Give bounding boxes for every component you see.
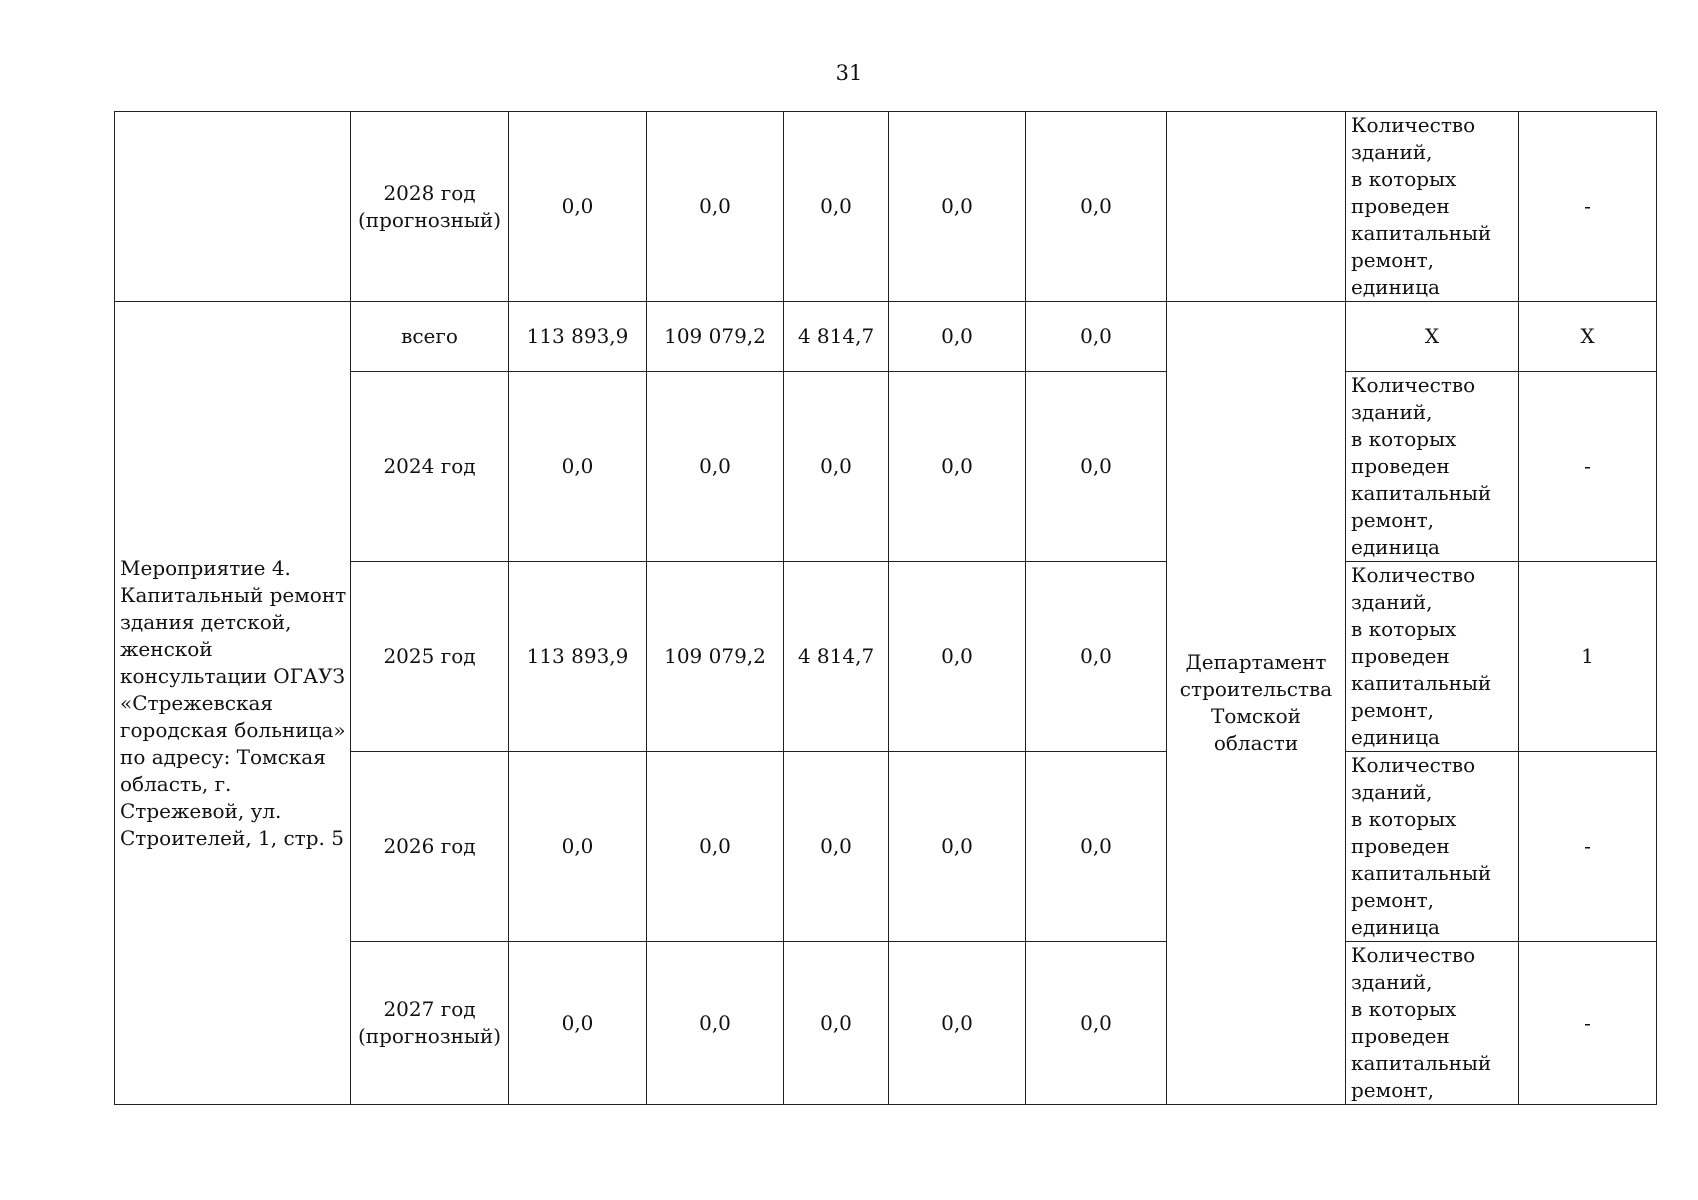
period-cell: 2028 год (прогнозный) xyxy=(351,112,509,302)
value-cell: 0,0 xyxy=(784,752,889,942)
period-cell: 2027 год (прогнозный) xyxy=(351,942,509,1105)
value-cell: 113 893,9 xyxy=(509,562,647,752)
value-cell: 109 079,2 xyxy=(647,562,784,752)
value-cell: 0,0 xyxy=(1026,302,1167,372)
period-cell: 2025 год xyxy=(351,562,509,752)
page-number: 31 xyxy=(835,61,863,85)
department-cell-empty xyxy=(1167,112,1346,302)
period-cell: 2026 год xyxy=(351,752,509,942)
value-cell: 0,0 xyxy=(889,112,1026,302)
value-cell: 4 814,7 xyxy=(784,302,889,372)
value-cell: 0,0 xyxy=(647,942,784,1105)
value-cell: 0,0 xyxy=(1026,942,1167,1105)
value-cell: 0,0 xyxy=(509,752,647,942)
result-cell: - xyxy=(1519,942,1657,1105)
result-cell: - xyxy=(1519,372,1657,562)
value-cell: 0,0 xyxy=(647,752,784,942)
indicator-cell: Количество зданий, в которых проведен капитальный ремонт, единица xyxy=(1346,112,1519,302)
value-cell: 0,0 xyxy=(509,942,647,1105)
result-cell: - xyxy=(1519,752,1657,942)
value-cell: 0,0 xyxy=(889,752,1026,942)
result-cell: 1 xyxy=(1519,562,1657,752)
indicator-cell: Количество зданий, в которых проведен капитальный ремонт, единица xyxy=(1346,562,1519,752)
value-cell: 0,0 xyxy=(784,942,889,1105)
department-cell: Департамент строительства Томской области xyxy=(1167,302,1346,1105)
value-cell: 0,0 xyxy=(889,302,1026,372)
value-cell: 0,0 xyxy=(784,112,889,302)
budget-table xyxy=(114,111,1657,1105)
value-cell: 0,0 xyxy=(889,372,1026,562)
value-cell: 0,0 xyxy=(1026,562,1167,752)
value-cell: 0,0 xyxy=(509,112,647,302)
indicator-cell: Количество зданий, в которых проведен капитальный ремонт, единица xyxy=(1346,372,1519,562)
indicator-cell: Количество зданий, в которых проведен капитальный ремонт, единица xyxy=(1346,752,1519,942)
value-cell: 0,0 xyxy=(647,372,784,562)
result-cell: X xyxy=(1519,302,1657,372)
indicator-cell: X xyxy=(1346,302,1519,372)
value-cell: 0,0 xyxy=(647,112,784,302)
value-cell: 109 079,2 xyxy=(647,302,784,372)
result-cell: - xyxy=(1519,112,1657,302)
value-cell: 0,0 xyxy=(1026,372,1167,562)
event-cell-empty xyxy=(115,112,351,302)
indicator-cell: Количество зданий, в которых проведен капитальный ремонт, xyxy=(1346,942,1519,1105)
value-cell: 0,0 xyxy=(509,372,647,562)
period-cell: 2024 год xyxy=(351,372,509,562)
value-cell: 0,0 xyxy=(889,942,1026,1105)
value-cell: 113 893,9 xyxy=(509,302,647,372)
event-title-cell: Мероприятие 4. Капитальный ремонт здания детской, женской консультации ОГАУЗ «Стрежевская городская больница» по адресу: Томская область, г. Стрежевой, ул. Строителей, 1, стр. 5 xyxy=(115,302,351,1105)
value-cell: 0,0 xyxy=(889,562,1026,752)
value-cell: 0,0 xyxy=(1026,752,1167,942)
value-cell: 0,0 xyxy=(784,372,889,562)
value-cell: 4 814,7 xyxy=(784,562,889,752)
table-row xyxy=(115,302,1657,372)
period-cell: всего xyxy=(351,302,509,372)
value-cell: 0,0 xyxy=(1026,112,1167,302)
table-row xyxy=(115,112,1657,302)
